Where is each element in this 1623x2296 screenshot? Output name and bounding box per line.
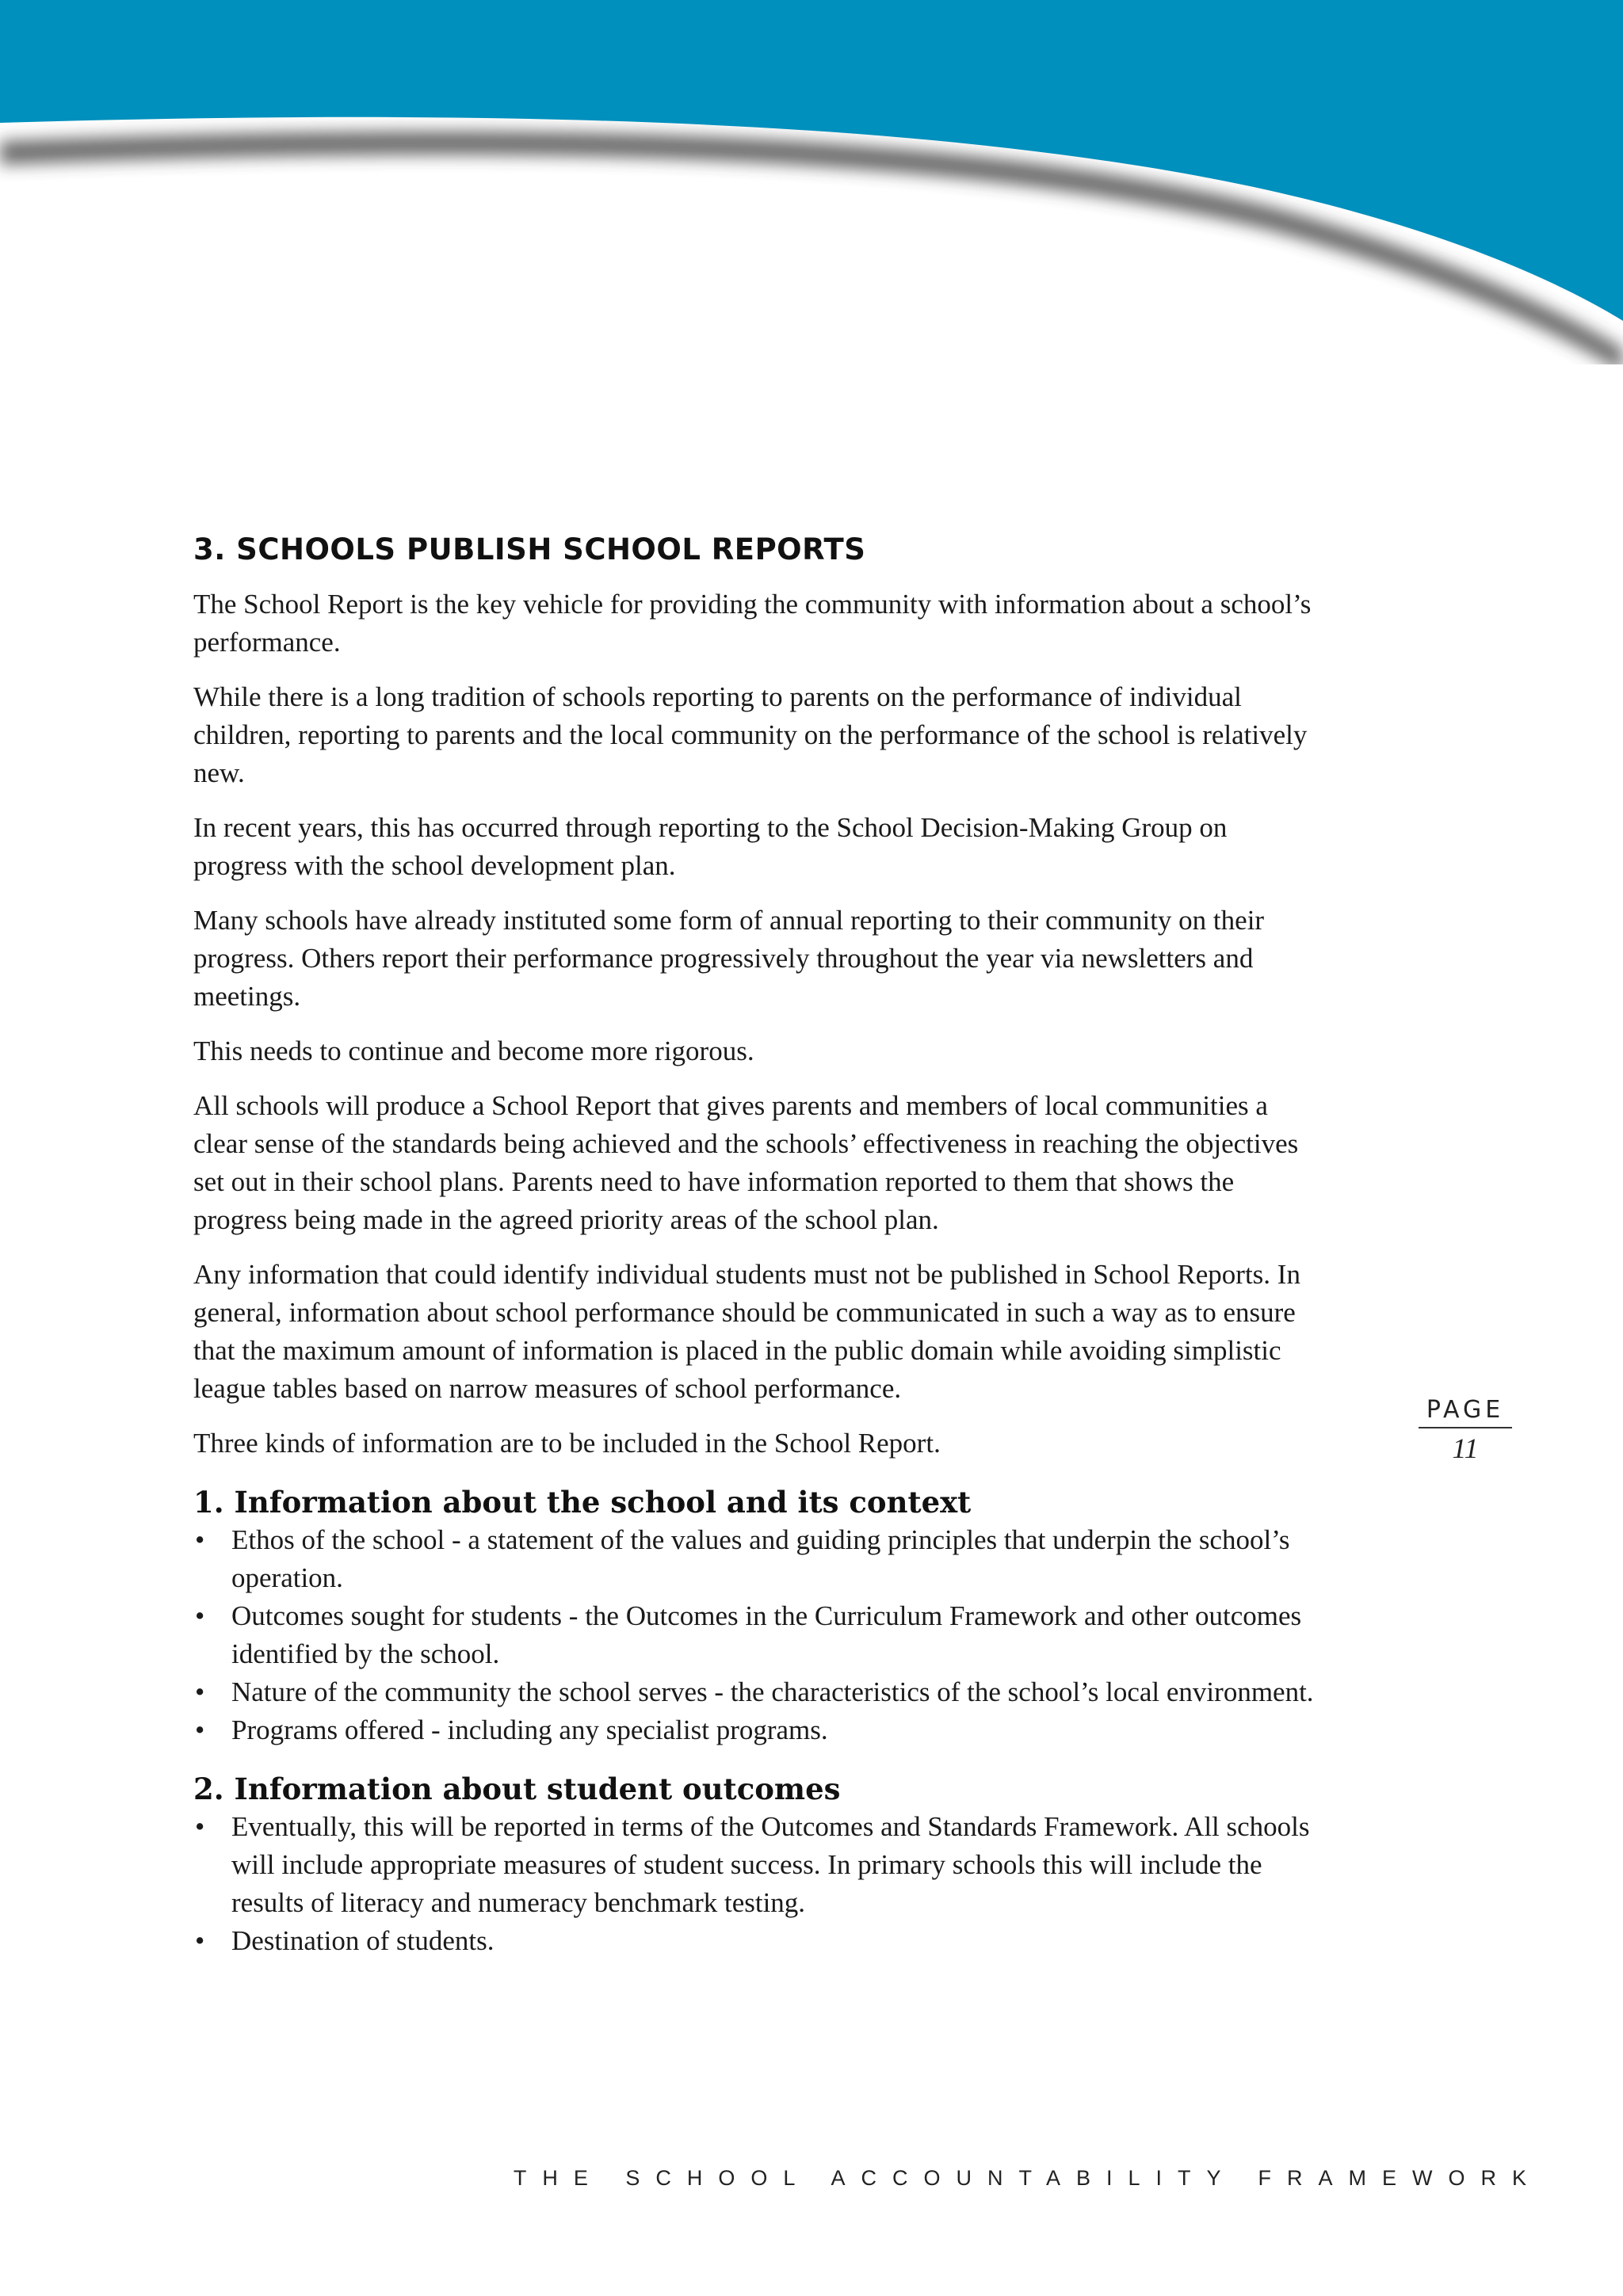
- paragraph: Any information that could identify individual students must not be published in School Reports. In general, information about school performance should be communicated in such a way as to ensure that the maximum amount of information is placed in the public domain while avoiding simplistic league tables based on narrow measures of school performance.: [193, 1259, 1300, 1404]
- list-item-text: Ethos of the school - a statement of the values and guiding principles that underpin the school’s operation.: [231, 1524, 1290, 1593]
- paragraph: All schools will produce a School Report that gives parents and members of local communities a clear sense of the standards being achieved and the schools’ effectiveness in reaching the objectives set out in their school plans. Parents need to have information reported to them that shows the progress being made in the agreed priority areas of the school plan.: [193, 1090, 1299, 1235]
- list-item-text: Eventually, this will be reported in terms of the Outcomes and Standards Framework. All schools will include appropriate measures of student success. In primary schools this will include the results of literacy and numeracy benchmark testing.: [231, 1811, 1310, 1918]
- bullet-list: [193, 1521, 1327, 1749]
- list-item-text: Programs offered - including any specialist programs.: [231, 1714, 828, 1745]
- paragraph: This needs to continue and become more rigorous.: [193, 1035, 754, 1066]
- bullet-icon: •: [195, 1524, 205, 1555]
- list-item-text: Destination of students.: [231, 1925, 495, 1956]
- footer-title: THE SCHOOL ACCOUNTABILITY FRAMEWORK: [513, 2166, 1542, 2190]
- paragraph: Three kinds of information are to be included in the School Report.: [193, 1428, 941, 1459]
- list-item: [193, 1808, 1327, 1922]
- page-marker: [1419, 1396, 1512, 1465]
- bullet-icon: •: [195, 1811, 205, 1842]
- list-item: [193, 1922, 1327, 1960]
- section-title: 3. SCHOOLS PUBLISH SCHOOL REPORTS: [193, 532, 866, 566]
- list-item-text: Nature of the community the school serves - the characteristics of the school’s local environment.: [231, 1676, 1314, 1707]
- list-item: [193, 1711, 1327, 1749]
- list-item: [193, 1597, 1327, 1673]
- paragraph: The School Report is the key vehicle for providing the community with information about a school’s performance.: [193, 589, 1312, 658]
- bullet-list: [193, 1808, 1327, 1960]
- bullet-icon: •: [195, 1925, 205, 1956]
- paragraph: Many schools have already instituted some form of annual reporting to their community on their progress. Others report their performance progressively throughout the year via newsletters and meetings.: [193, 905, 1265, 1012]
- list-item-text: Outcomes sought for students - the Outcomes in the Curriculum Framework and other outcomes identified by the school.: [231, 1600, 1302, 1669]
- list-item: [193, 1521, 1327, 1597]
- bullet-icon: •: [195, 1714, 205, 1745]
- subsection-title: 1. Information about the school and its context: [193, 1485, 972, 1520]
- bullet-icon: •: [195, 1600, 205, 1631]
- document-body: [193, 532, 1327, 1974]
- subsection-title: 2. Information about student outcomes: [193, 1772, 841, 1806]
- page-number: 11: [1452, 1432, 1479, 1464]
- header-wave-band: [0, 0, 1623, 364]
- paragraph: While there is a long tradition of schools reporting to parents on the performance of individual children, reporting to parents and the local community on the performance of the school is relatively new.: [193, 681, 1308, 788]
- bullet-icon: •: [195, 1676, 205, 1707]
- list-item: [193, 1673, 1327, 1711]
- page-label: PAGE: [1419, 1396, 1512, 1428]
- paragraph: In recent years, this has occurred through reporting to the School Decision-Making Group on progress with the school development plan.: [193, 812, 1228, 881]
